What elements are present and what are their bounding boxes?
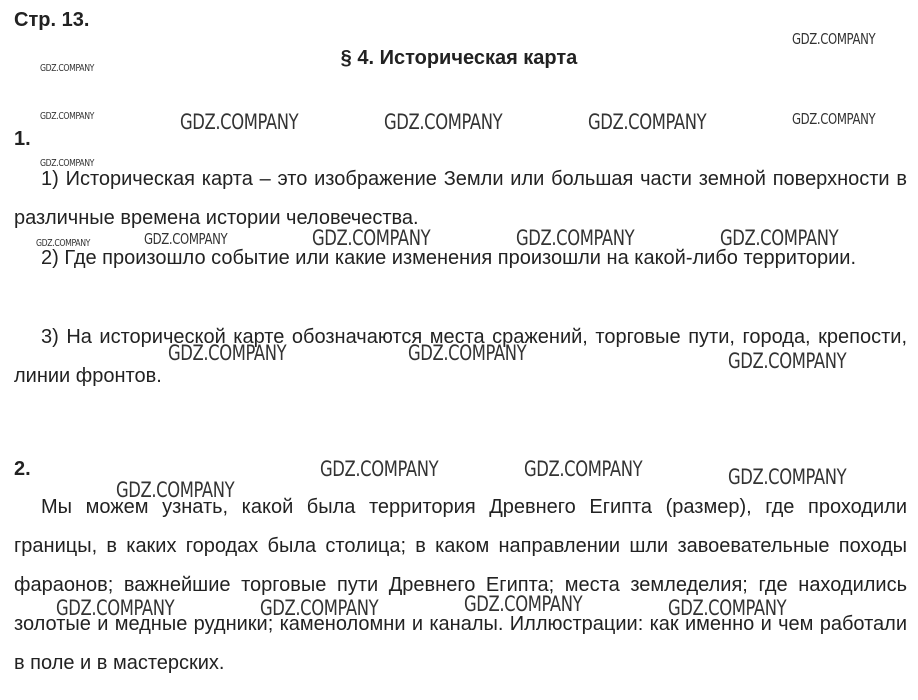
watermark: GDZ.COMPANY: [728, 465, 847, 489]
watermark: GDZ.COMPANY: [40, 158, 95, 169]
task-1-answer-3: 3) На исторической карте обозначаются места сражений, торговые пути, города, крепости, линии фронтов.: [14, 326, 907, 387]
watermark: GDZ.COMPANY: [588, 110, 707, 134]
watermark: GDZ.COMPANY: [320, 457, 439, 481]
watermark: GDZ.COMPANY: [40, 63, 95, 74]
watermark: GDZ.COMPANY: [464, 592, 583, 616]
watermark: GDZ.COMPANY: [168, 341, 287, 365]
watermark: GDZ.COMPANY: [792, 110, 876, 128]
watermark: GDZ.COMPANY: [40, 111, 95, 122]
watermark: GDZ.COMPANY: [668, 596, 787, 620]
watermark: GDZ.COMPANY: [180, 110, 299, 134]
task-2-answer: Мы можем узнать, какой была территория Древнего Египта (размер), где проходили границы, в каких городах была столица; в каком направлении шли завоевательные походы фараонов; важнейшие торговые пути Древнего Египта; места земледелия; где находились золотые и медные рудники; каменоломни и каналы. Иллюстрации: как именно и чем работали в поле и в мастерских.: [14, 496, 907, 674]
watermark: GDZ.COMPANY: [792, 30, 876, 48]
watermark: GDZ.COMPANY: [56, 596, 175, 620]
watermark: GDZ.COMPANY: [720, 226, 839, 250]
watermark: GDZ.COMPANY: [408, 341, 527, 365]
page-number: Стр. 13.: [14, 9, 90, 31]
watermark: GDZ.COMPANY: [260, 596, 379, 620]
watermark: GDZ.COMPANY: [524, 457, 643, 481]
task-1-answer-1: 1) Историческая карта – это изображение Земли или большая части земной поверхности в различные времена истории человечества.: [14, 168, 907, 229]
watermark: GDZ.COMPANY: [36, 238, 91, 249]
watermark: GDZ.COMPANY: [144, 230, 228, 248]
watermark: GDZ.COMPANY: [312, 226, 431, 250]
task-1-answer-2: 2) Где произошло событие или какие изменения произошли на какой-либо территории.: [41, 247, 857, 269]
task-2-number: 2.: [14, 458, 31, 480]
watermark: GDZ.COMPANY: [116, 478, 235, 502]
section-title: § 4. Историческая карта: [340, 47, 578, 69]
watermark: GDZ.COMPANY: [516, 226, 635, 250]
watermark: GDZ.COMPANY: [384, 110, 503, 134]
watermark: GDZ.COMPANY: [728, 349, 847, 373]
task-1-number: 1.: [14, 128, 31, 150]
